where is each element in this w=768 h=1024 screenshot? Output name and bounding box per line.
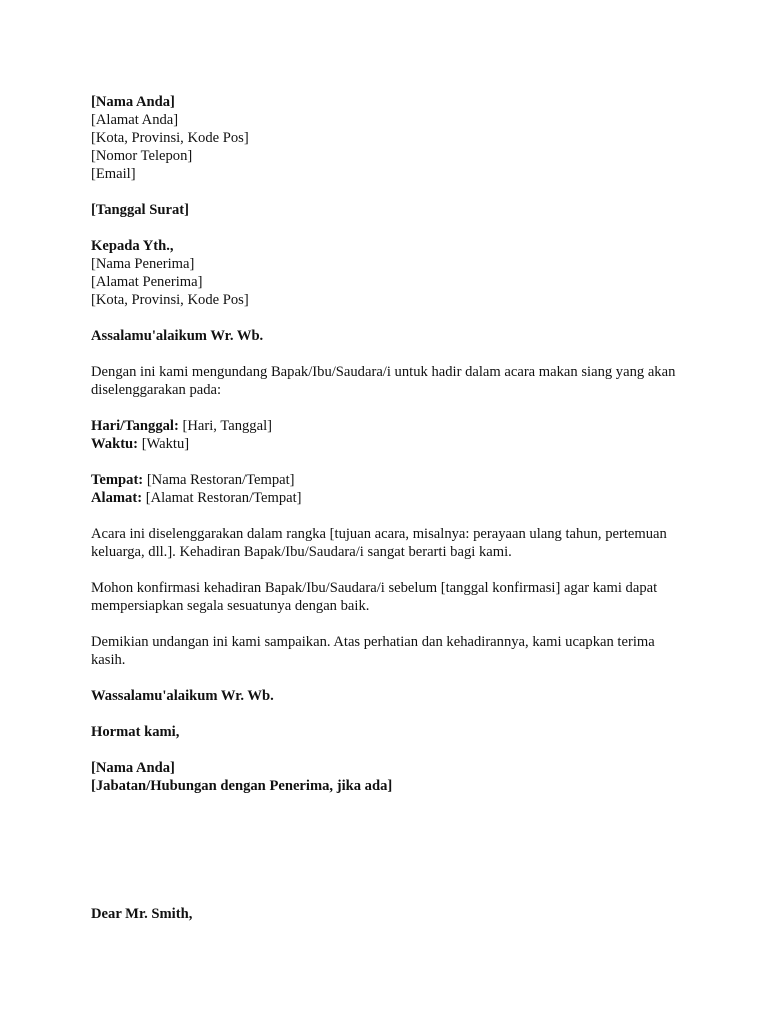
sender-email: [Email] xyxy=(91,166,136,182)
signature-name: [Nama Anda] xyxy=(91,760,175,776)
signature-block xyxy=(91,759,691,795)
letter-date: [Tanggal Surat] xyxy=(91,202,189,218)
spacer xyxy=(91,219,691,237)
sender-phone: [Nomor Telepon] xyxy=(91,148,193,164)
sender-block xyxy=(91,93,691,183)
sender-name: [Nama Anda] xyxy=(91,94,175,110)
event-place-label: Tempat: xyxy=(91,472,144,488)
purpose-paragraph: Acara ini diselenggarakan dalam rangka [tujuan acara, misalnya: perayaan ulang tahun, pertemuan keluarga, dll.]. Kehadiran Bapak/Ibu/Saudara/i sangat berarti bagi kami. xyxy=(91,526,667,560)
spacer xyxy=(91,561,691,579)
recipient-address: [Alamat Penerima] xyxy=(91,274,203,290)
event-address-line xyxy=(91,489,691,507)
spacer xyxy=(91,345,691,363)
event-place-value: [Nama Restoran/Tempat] xyxy=(143,472,295,488)
event-time-line xyxy=(91,435,691,453)
recipient-block xyxy=(91,237,691,309)
sender-address: [Alamat Anda] xyxy=(91,112,179,128)
letter-body xyxy=(91,93,691,795)
spacer xyxy=(91,705,691,723)
event-place-block xyxy=(91,471,691,507)
event-datetime-block xyxy=(91,417,691,453)
spacer xyxy=(91,309,691,327)
event-time-label: Waktu: xyxy=(91,436,139,452)
sign-off: Hormat kami, xyxy=(91,724,180,740)
spacer xyxy=(91,183,691,201)
recipient-salutation: Kepada Yth., xyxy=(91,238,174,254)
spacer xyxy=(91,615,691,633)
spacer xyxy=(91,399,691,417)
event-day-line xyxy=(91,417,691,435)
closing-greeting: Wassalamu'alaikum Wr. Wb. xyxy=(91,688,274,704)
event-time-value: [Waktu] xyxy=(138,436,190,452)
opening-greeting: Assalamu'alaikum Wr. Wb. xyxy=(91,328,264,344)
spacer xyxy=(91,453,691,471)
event-place-line xyxy=(91,471,691,489)
next-letter-greeting: Dear Mr. Smith, xyxy=(91,906,193,922)
recipient-name: [Nama Penerima] xyxy=(91,256,195,272)
intro-paragraph: Dengan ini kami mengundang Bapak/Ibu/Saudara/i untuk hadir dalam acara makan siang yang akan diselenggarakan pada: xyxy=(91,364,676,398)
recipient-city: [Kota, Provinsi, Kode Pos] xyxy=(91,292,249,308)
spacer xyxy=(91,507,691,525)
event-day-value: [Hari, Tanggal] xyxy=(178,418,272,434)
sender-city: [Kota, Provinsi, Kode Pos] xyxy=(91,130,249,146)
signature-title: [Jabatan/Hubungan dengan Penerima, jika ada] xyxy=(91,778,393,794)
closing-paragraph: Demikian undangan ini kami sampaikan. Atas perhatian dan kehadirannya, kami ucapkan terima kasih. xyxy=(91,634,655,668)
event-address-value: [Alamat Restoran/Tempat] xyxy=(142,490,302,506)
spacer xyxy=(91,741,691,759)
event-day-label: Hari/Tanggal: xyxy=(91,418,179,434)
event-address-label: Alamat: xyxy=(91,490,143,506)
spacer xyxy=(91,669,691,687)
confirmation-paragraph: Mohon konfirmasi kehadiran Bapak/Ibu/Saudara/i sebelum [tanggal konfirmasi] agar kami dapat mempersiapkan segala sesuatunya dengan baik. xyxy=(91,580,658,614)
